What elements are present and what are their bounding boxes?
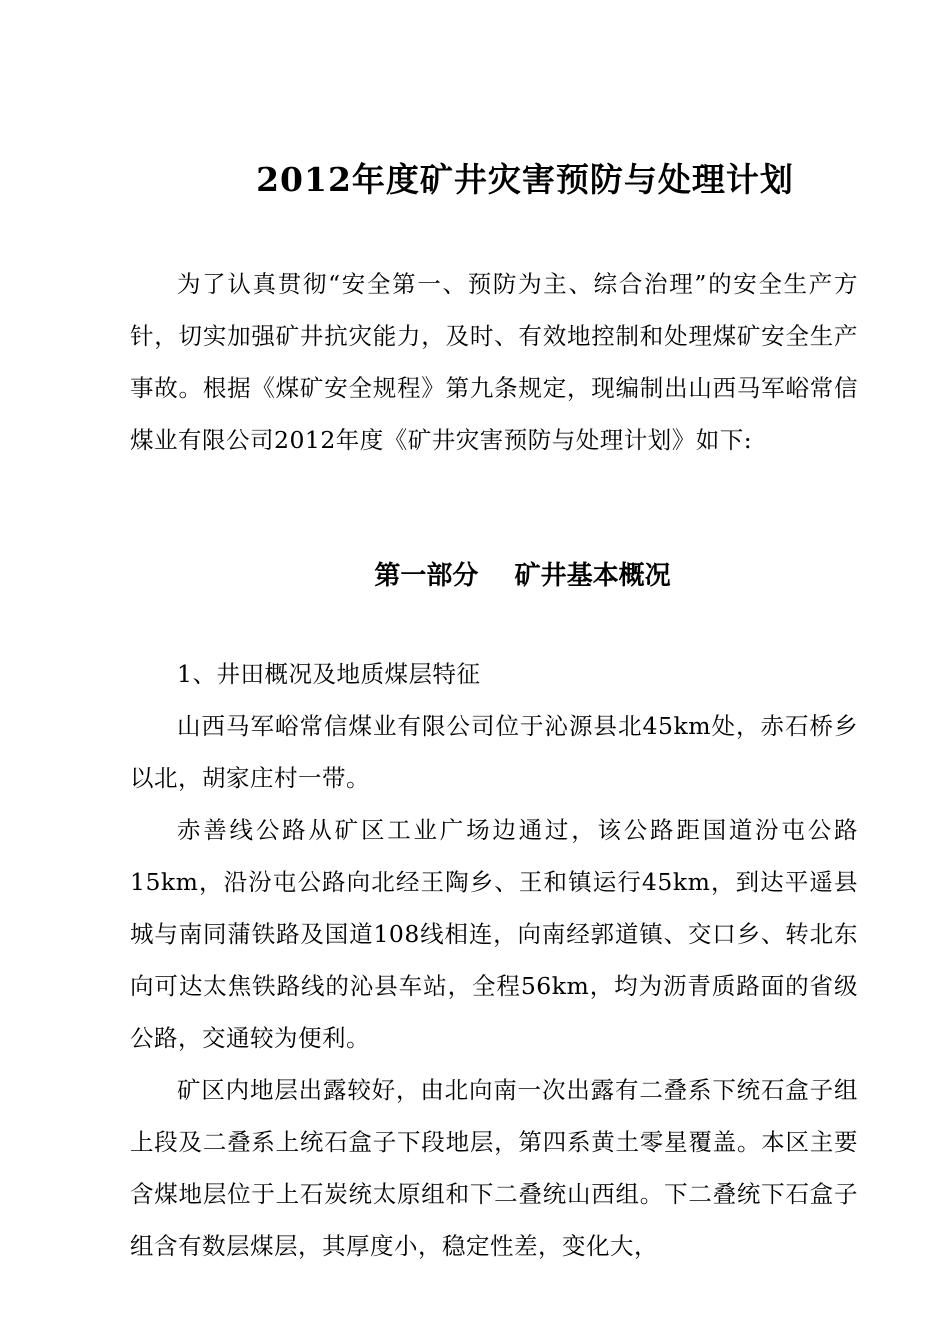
body-paragraph-location: 山西马军峪常信煤业有限公司位于沁源县北45km处，赤石桥乡以北，胡家庄村一带。 bbox=[130, 712, 858, 792]
body-paragraph-transport: 赤善线公路从矿区工业广场边通过，该公路距国道汾屯公路15km，沿汾屯公路向北经王陶乡、王和镇运行45km，到达平遥县城与南同蒲铁路及国道108线相连，向南经郭道镇、交口乡、转北东向可达太焦铁路线的沁县车站，全程56km，均为沥青质路面的省级公路，交通较为便利。 bbox=[130, 816, 858, 1052]
section-heading: 第一部分 矿井基本概况 bbox=[374, 561, 671, 591]
intro-paragraph: 为了认真贯彻“安全第一、预防为主、综合治理”的安全生产方针，切实加强矿井抗灾能力，及时、有效地控制和处理煤矿安全生产事故。根据《煤矿安全规程》第九条规定，现编制出山西马军峪常信煤业有限公司2012年度《矿井灾害预防与处理计划》如下: bbox=[130, 270, 858, 454]
body-paragraph-strata: 矿区内地层出露较好，由北向南一次出露有二叠系下统石盒子组上段及二叠系上统石盒子下段地层，第四系黄土零星覆盖。本区主要含煤地层位于上石炭统太原组和下二叠统山西组。下二叠统下石盒子组含有数层煤层，其厚度小，稳定性差，变化大， bbox=[130, 1076, 858, 1260]
document-title: 2012年度矿井灾害预防与处理计划 bbox=[256, 160, 794, 199]
subsection-heading: 1、井田概况及地质煤层特征 bbox=[177, 660, 481, 688]
